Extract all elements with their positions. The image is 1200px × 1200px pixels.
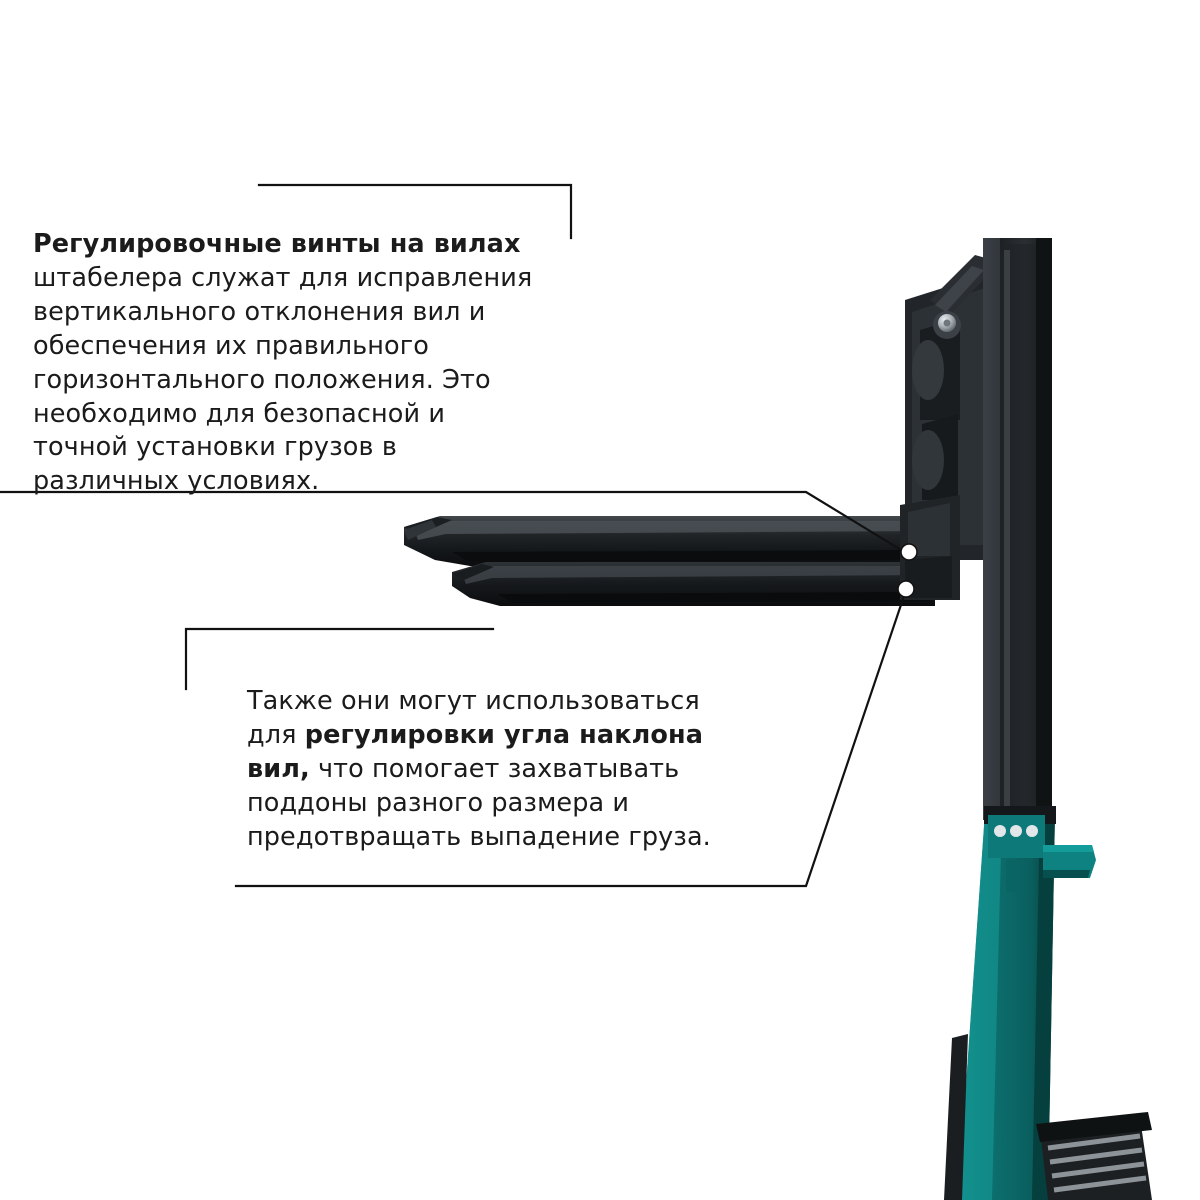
bolt-head-top-group: [933, 311, 961, 339]
carriage-upper-arm: [930, 255, 1000, 315]
callout-bottom-text-after: что помогает захватывать поддоны разного размера и предотвращать выпадение груза.: [247, 753, 711, 852]
callout-top: [33, 228, 538, 499]
leader-top-to-screw: [0, 492, 906, 553]
callout-top-body: штабелера служат для исправления вертикального отклонения вил и обеспечения их правильного горизонтального положения. Это необходимо для безопасной и точной установки грузов в различных условиях.: [33, 262, 533, 497]
leader-bottom-bracket: [186, 629, 493, 689]
teal-handle-bracket-group: [988, 815, 1096, 892]
callout-bottom-text-before: Также они могут использоваться для: [247, 686, 700, 750]
spring-coil-group: [1036, 1112, 1152, 1200]
callout-bottom: [247, 685, 747, 855]
adjustment-screw-upper-marker: [901, 544, 917, 560]
callout-bottom-bold: регулировки угла наклона вил,: [247, 719, 704, 784]
adjustment-screw-lower-marker: [898, 581, 914, 597]
fork-upper-group: [404, 516, 935, 566]
mast-column-group: [983, 238, 1052, 820]
carriage-plate-group: [905, 270, 1000, 560]
fork-carriage-connector: [900, 495, 960, 600]
fork-lower-group: [452, 562, 935, 606]
callout-top-bold: Регулировочные винты на вилах: [33, 229, 521, 259]
teal-lower-mast-group: [958, 806, 1056, 1200]
lower-mast-side-rail: [944, 1034, 968, 1200]
